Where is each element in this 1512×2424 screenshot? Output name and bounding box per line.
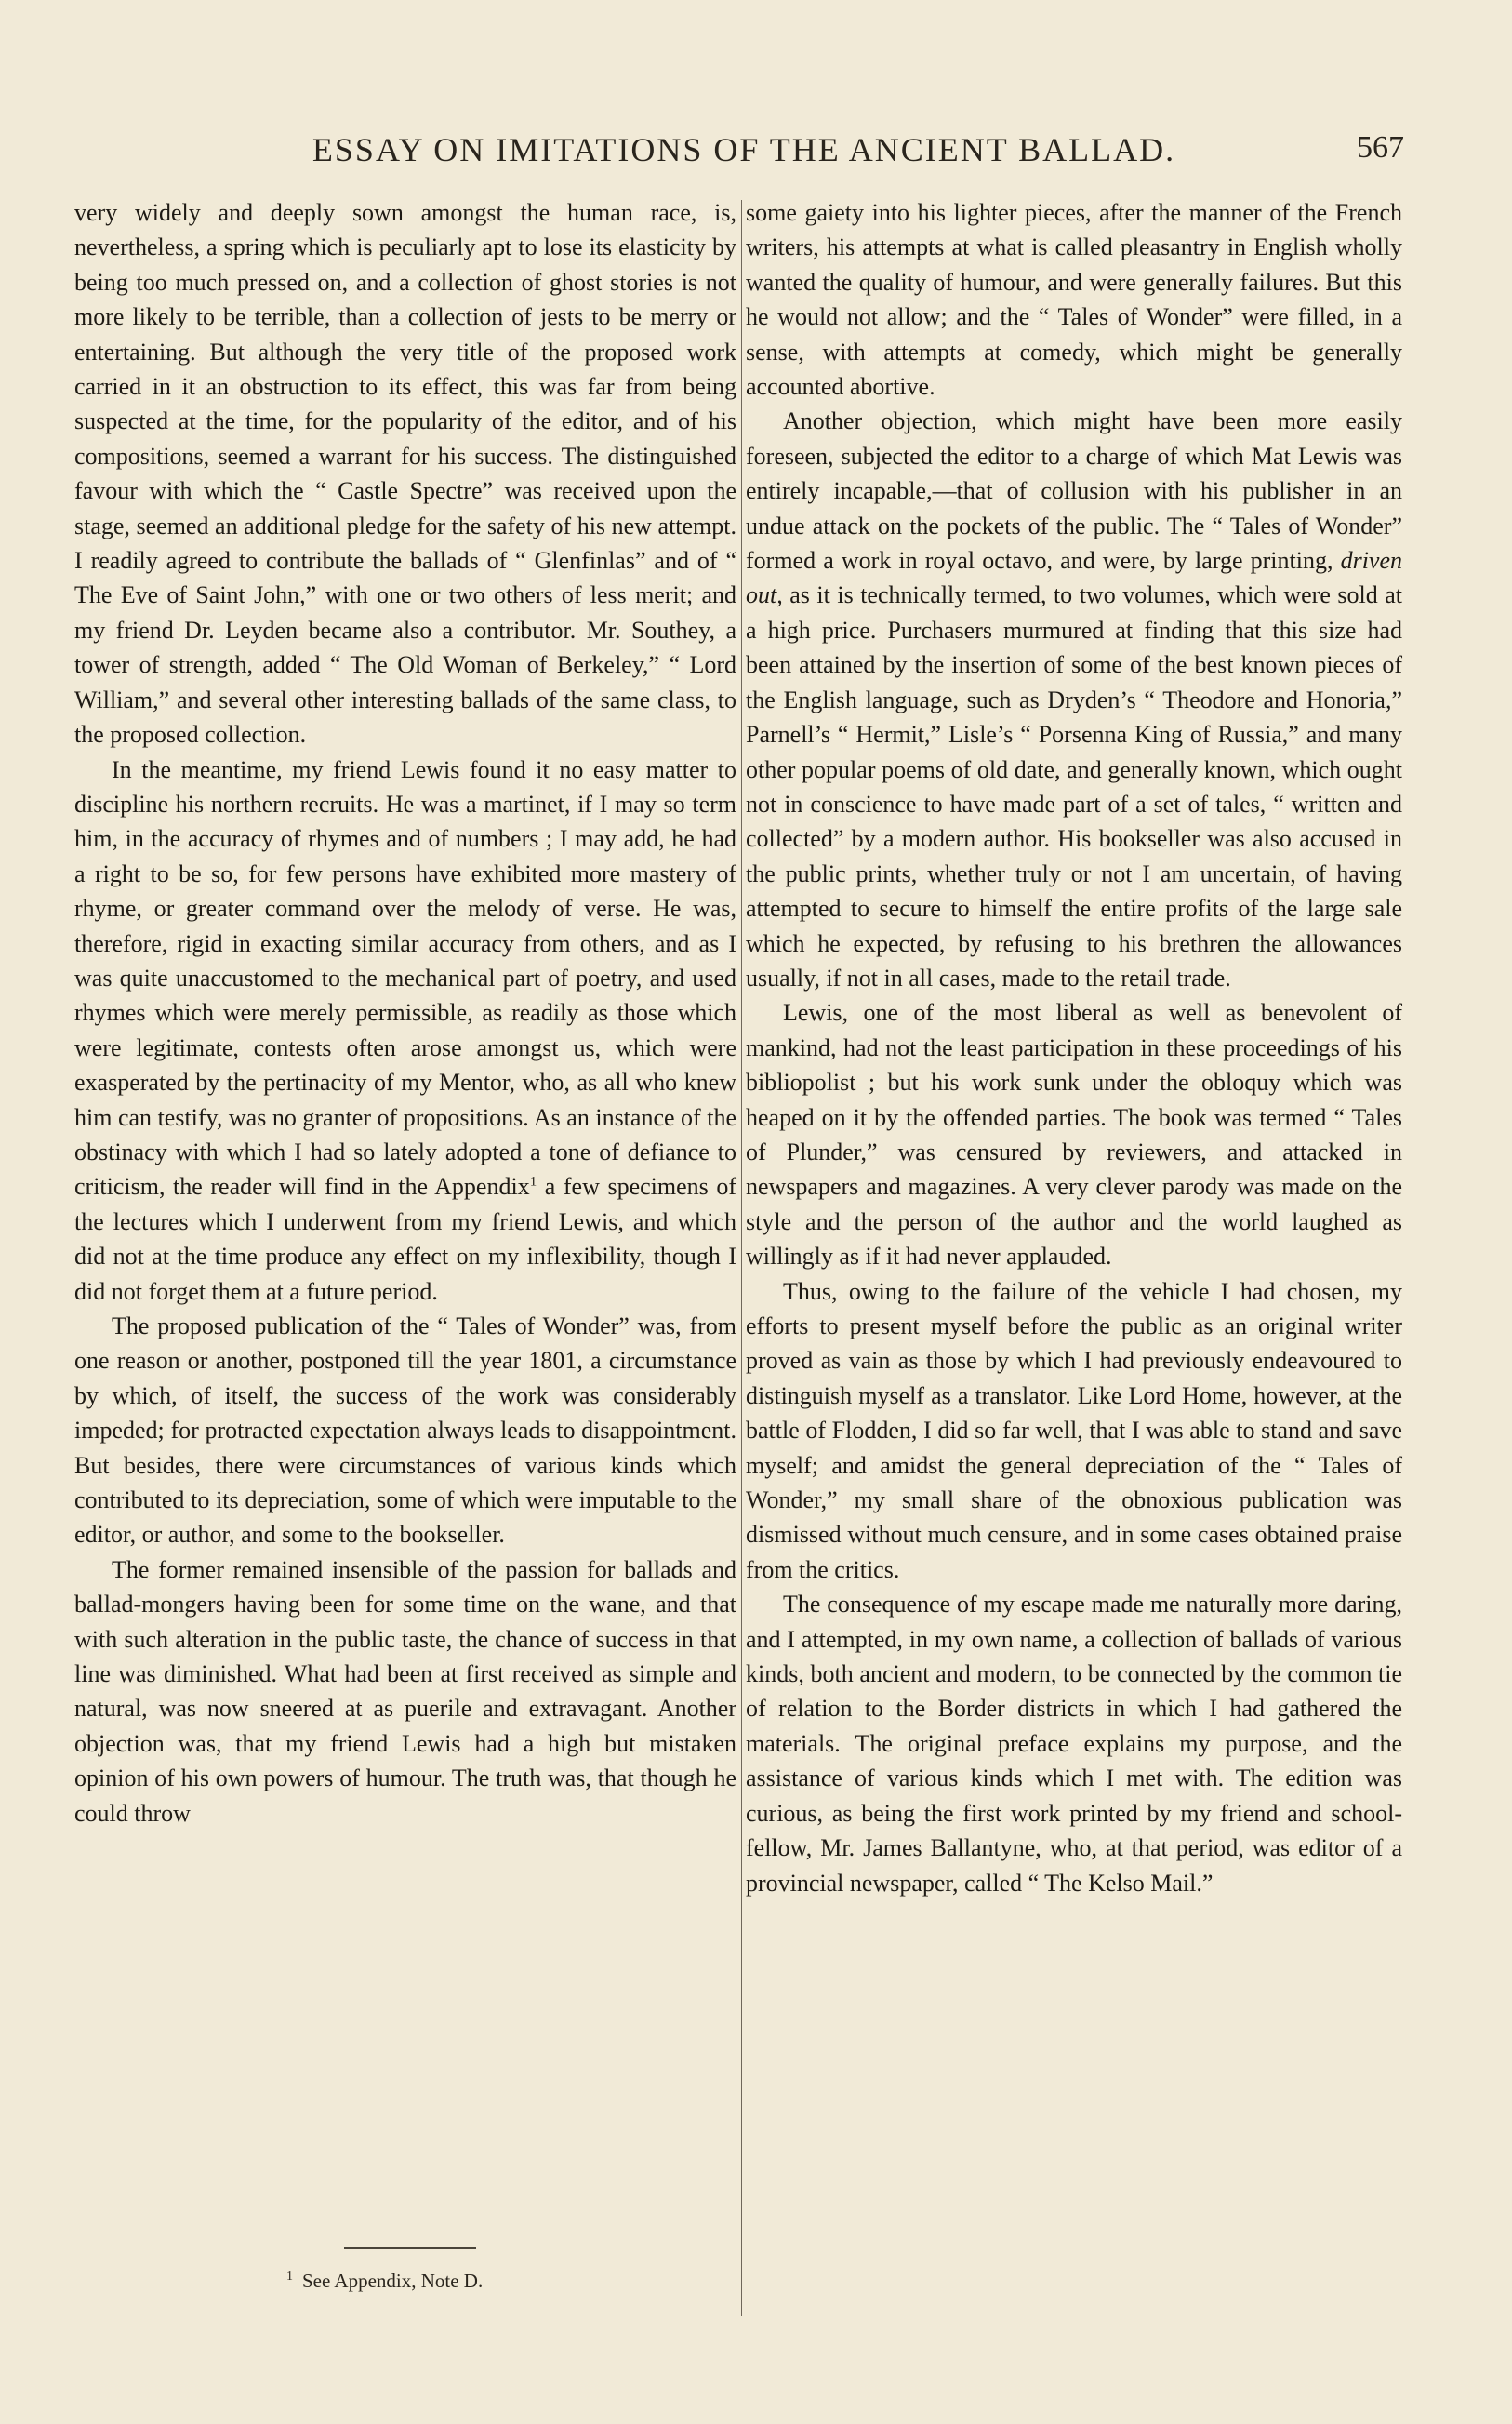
paragraph: some gaiety into his lighter pieces, after the manner of the French writers, his attempts at what is called pleasantry in English wholly wanted the quality of humour, and were generally failures. But this he would not allow; and the “ Tales of Wonder” were filled, in a sense, with attempts at comedy, which might be generally accounted abortive. bbox=[746, 199, 1402, 401]
column-divider bbox=[741, 200, 742, 2316]
paragraph-text: as it is technically termed, to two volumes, which were sold at a high price. Purchasers murmured at finding that this size had been attained by the insertion of some of the best known pieces of the English language, such as Dryden’s “ Theodore and Honoria,” Parnell’s “ Hermit,” Lisle’s “ Porsenna King of Russia,” and many other popular poems of old date, and generally known, which ought not in conscience to have made part of a set of tales, “ written and collected” by a modern author. His bookseller was also accused in the public prints, whether truly or not I am uncertain, of having attempted to secure to himself the entire profits of the large sale which he expected, by refusing to his brethren the allowances usually, if not in all cases, made to the retail trade. bbox=[746, 581, 1402, 992]
page-number: 567 bbox=[1357, 130, 1404, 165]
paragraph: Thus, owing to the failure of the vehicle I had chosen, my efforts to present myself before the public as an original writer proved as vain as those by which I had previously endeavoured to distinguish myself as a translator. Like Lord Home, however, at the battle of Flodden, I did so far well, that I was able to stand and save myself; and amidst the general depreciation of the “ Tales of Wonder,” my small share of the obnoxious publication was dismissed without much censure, and in some cases obtained praise from the critics. bbox=[746, 1277, 1402, 1583]
paragraph-text: a few specimens of the lectures which I underwent from my friend Lewis, and which did not at the time produce any effect on my inflexibility, though I did not forget them at a future period. bbox=[74, 1173, 736, 1305]
footnote-reference[interactable]: 1 bbox=[529, 1174, 537, 1190]
left-column bbox=[74, 195, 736, 1831]
paragraph-text: Another objection, which might have been more easily foreseen, subjected the editor to a charge of which Mat Lewis was entirely incapable,—that of collusion with his publisher in an undue attack on the pockets of the public. The “ Tales of Wonder” formed a work in royal octavo, and were, by large printing, bbox=[746, 407, 1402, 575]
footnote bbox=[286, 2270, 677, 2293]
footnote-mark: 1 bbox=[286, 2270, 293, 2284]
running-title: ESSAY ON IMITATIONS OF THE ANCIENT BALLAD. bbox=[312, 131, 1176, 168]
paragraph: The consequence of my escape made me naturally more daring, and I attempted, in my own name, a collection of ballads of various kinds, both ancient and modern, to be connected by the common tie of relation to the Border districts in which I had gathered the materials. The original preface explains my purpose, and the assistance of various kinds which I met with. The edition was curious, as being the first work printed by my friend and school-fellow, Mr. James Ballantyne, who, at that period, was editor of a provincial newspaper, called “ The Kelso Mail.” bbox=[746, 1591, 1402, 1897]
right-column bbox=[746, 195, 1402, 1900]
paragraph: The former remained insensible of the passion for ballads and ballad-mongers having been for some time on the wane, and that with such alteration in the public taste, the chance of success in that line was diminished. What had been at first received as simple and natural, was now sneered at as puerile and extravagant. Another objection was, that my friend Lewis had a high but mistaken opinion of his own powers of humour. The truth was, that though he could throw bbox=[74, 1555, 736, 1827]
paragraph: Lewis, one of the most liberal as well as benevolent of mankind, had not the least participation in these proceedings of his bibliopolist ; but his work sunk under the obloquy which was heaped on it by the offended parties. The book was termed “ Tales of Plunder,” was censured by reviewers, and attacked in newspapers and magazines. A very clever parody was made on the style and the person of the author and the world laughed as willingly as if it had never applauded. bbox=[746, 999, 1402, 1271]
paragraph-text: In the meantime, my friend Lewis found it no easy matter to discipline his northern recruits. He was a martinet, if I may so term him, in the accuracy of rhymes and of numbers ; I may add, he had a right to be so, for few persons have exhibited more mastery of rhyme, or greater command over the melody of verse. He was, therefore, rigid in exacting similar accuracy from others, and as I was quite unaccustomed to the mechanical part of poetry, and used rhymes which were merely permissible, as readily as those which were legitimate, contests often arose amongst us, which were exasperated by the pertinacity of my Mentor, who, as all who knew him can testify, was no granter of propositions. As an instance of the obstinacy with which I had so lately adopted a tone of defiance to criticism, the reader will find in the Appendix bbox=[74, 755, 736, 1201]
paragraph bbox=[74, 753, 736, 1310]
footnote-text: See Appendix, Note D. bbox=[302, 2270, 484, 2292]
paragraph: very widely and deeply sown amongst the human race, is, nevertheless, a spring which is peculiarly apt to lose its elasticity by being too much pressed on, and a collection of ghost stories is not more likely to be terrible, than a collection of jests to be merry or entertaining. But although the very title of the proposed work carried in it an obstruction to its effect, this was far from being suspected at the time, for the popularity of the editor, and of his compositions, seemed a warrant for his success. The distinguished favour with which the “ Castle Spectre” was received upon the stage, seemed an additional pledge for the safety of his new attempt. I readily agreed to contribute the ballads of “ Glenfinlas” and of “ The Eve of Saint John,” with one or two others of less merit; and my friend Dr. Leyden became also a contributor. Mr. Southey, a tower of strength, added “ The Old Woman of Berkeley,” “ Lord William,” and several other interesting ballads of the same class, to the proposed collection. bbox=[74, 199, 736, 749]
running-head bbox=[74, 130, 1404, 177]
footnote-rule bbox=[344, 2247, 476, 2249]
paragraph: The proposed publication of the “ Tales of Wonder” was, from one reason or another, postponed till the year 1801, a circumstance by which, of itself, the success of the work was considerably impeded; for protracted expectation always leads to disappointment. But besides, there were circumstances of various kinds which contributed to its depreciation, some of which were imputable to the editor, or author, and some to the bookseller. bbox=[74, 1312, 736, 1549]
paragraph bbox=[746, 404, 1402, 995]
italic-phrase: driven out, bbox=[746, 547, 1402, 609]
